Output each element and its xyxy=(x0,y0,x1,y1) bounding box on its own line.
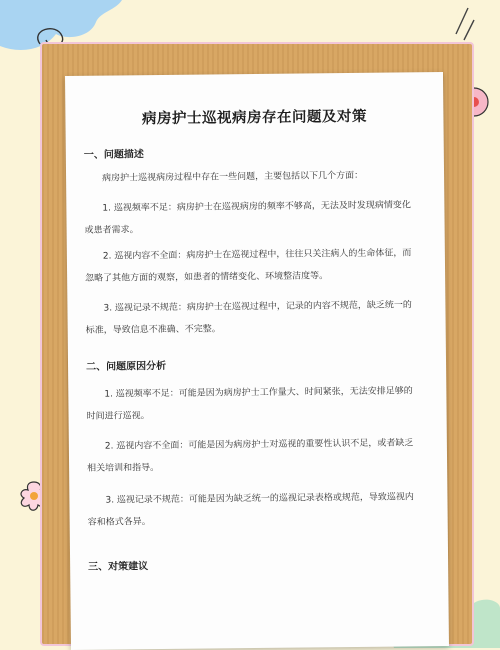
sparkle-lines-icon xyxy=(448,6,478,42)
reason-paragraph-3: 3. 巡视记录不规范：可能是因为缺乏统一的巡视记录表格或规范，导致巡视内容和格式各异。 xyxy=(87,492,414,528)
section-heading-1: 一、问题描述 xyxy=(83,149,144,161)
problem-paragraph-2: 2. 巡视内容不全面：病房护士在巡视过程中，往往只关注病人的生命体征，而忽略了其他方面的观察，如患者的情绪变化、环境整洁度等。 xyxy=(85,248,412,284)
section-heading-3: 三、对策建议 xyxy=(88,561,149,573)
problem-paragraph-1: 1. 巡视频率不足：病房护士在巡视病房的频率不够高，无法及时发现病情变化或患者需求。 xyxy=(84,200,411,236)
reason-paragraph-2: 2. 巡视内容不全面：可能是因为病房护士对巡视的重要性认识不足，或者缺乏相关培训和指导。 xyxy=(87,438,414,474)
intro-paragraph: 病房护士巡视病房过程中存在一些问题，主要包括以下几个方面： xyxy=(102,170,364,184)
document-paper xyxy=(65,72,449,650)
section-heading-2: 二、问题原因分析 xyxy=(85,360,167,373)
problem-paragraph-3: 3. 巡视记录不规范：病房护士在巡视过程中，记录的内容不规范，缺乏统一的标准，导致信息不准确、不完整。 xyxy=(85,300,412,336)
document-title: 病房护士巡视病房存在问题及对策 xyxy=(141,108,368,128)
reason-paragraph-1: 1. 巡视频率不足：可能是因为病房护士工作量大、时间紧张，无法安排足够的时间进行巡视。 xyxy=(86,386,413,422)
